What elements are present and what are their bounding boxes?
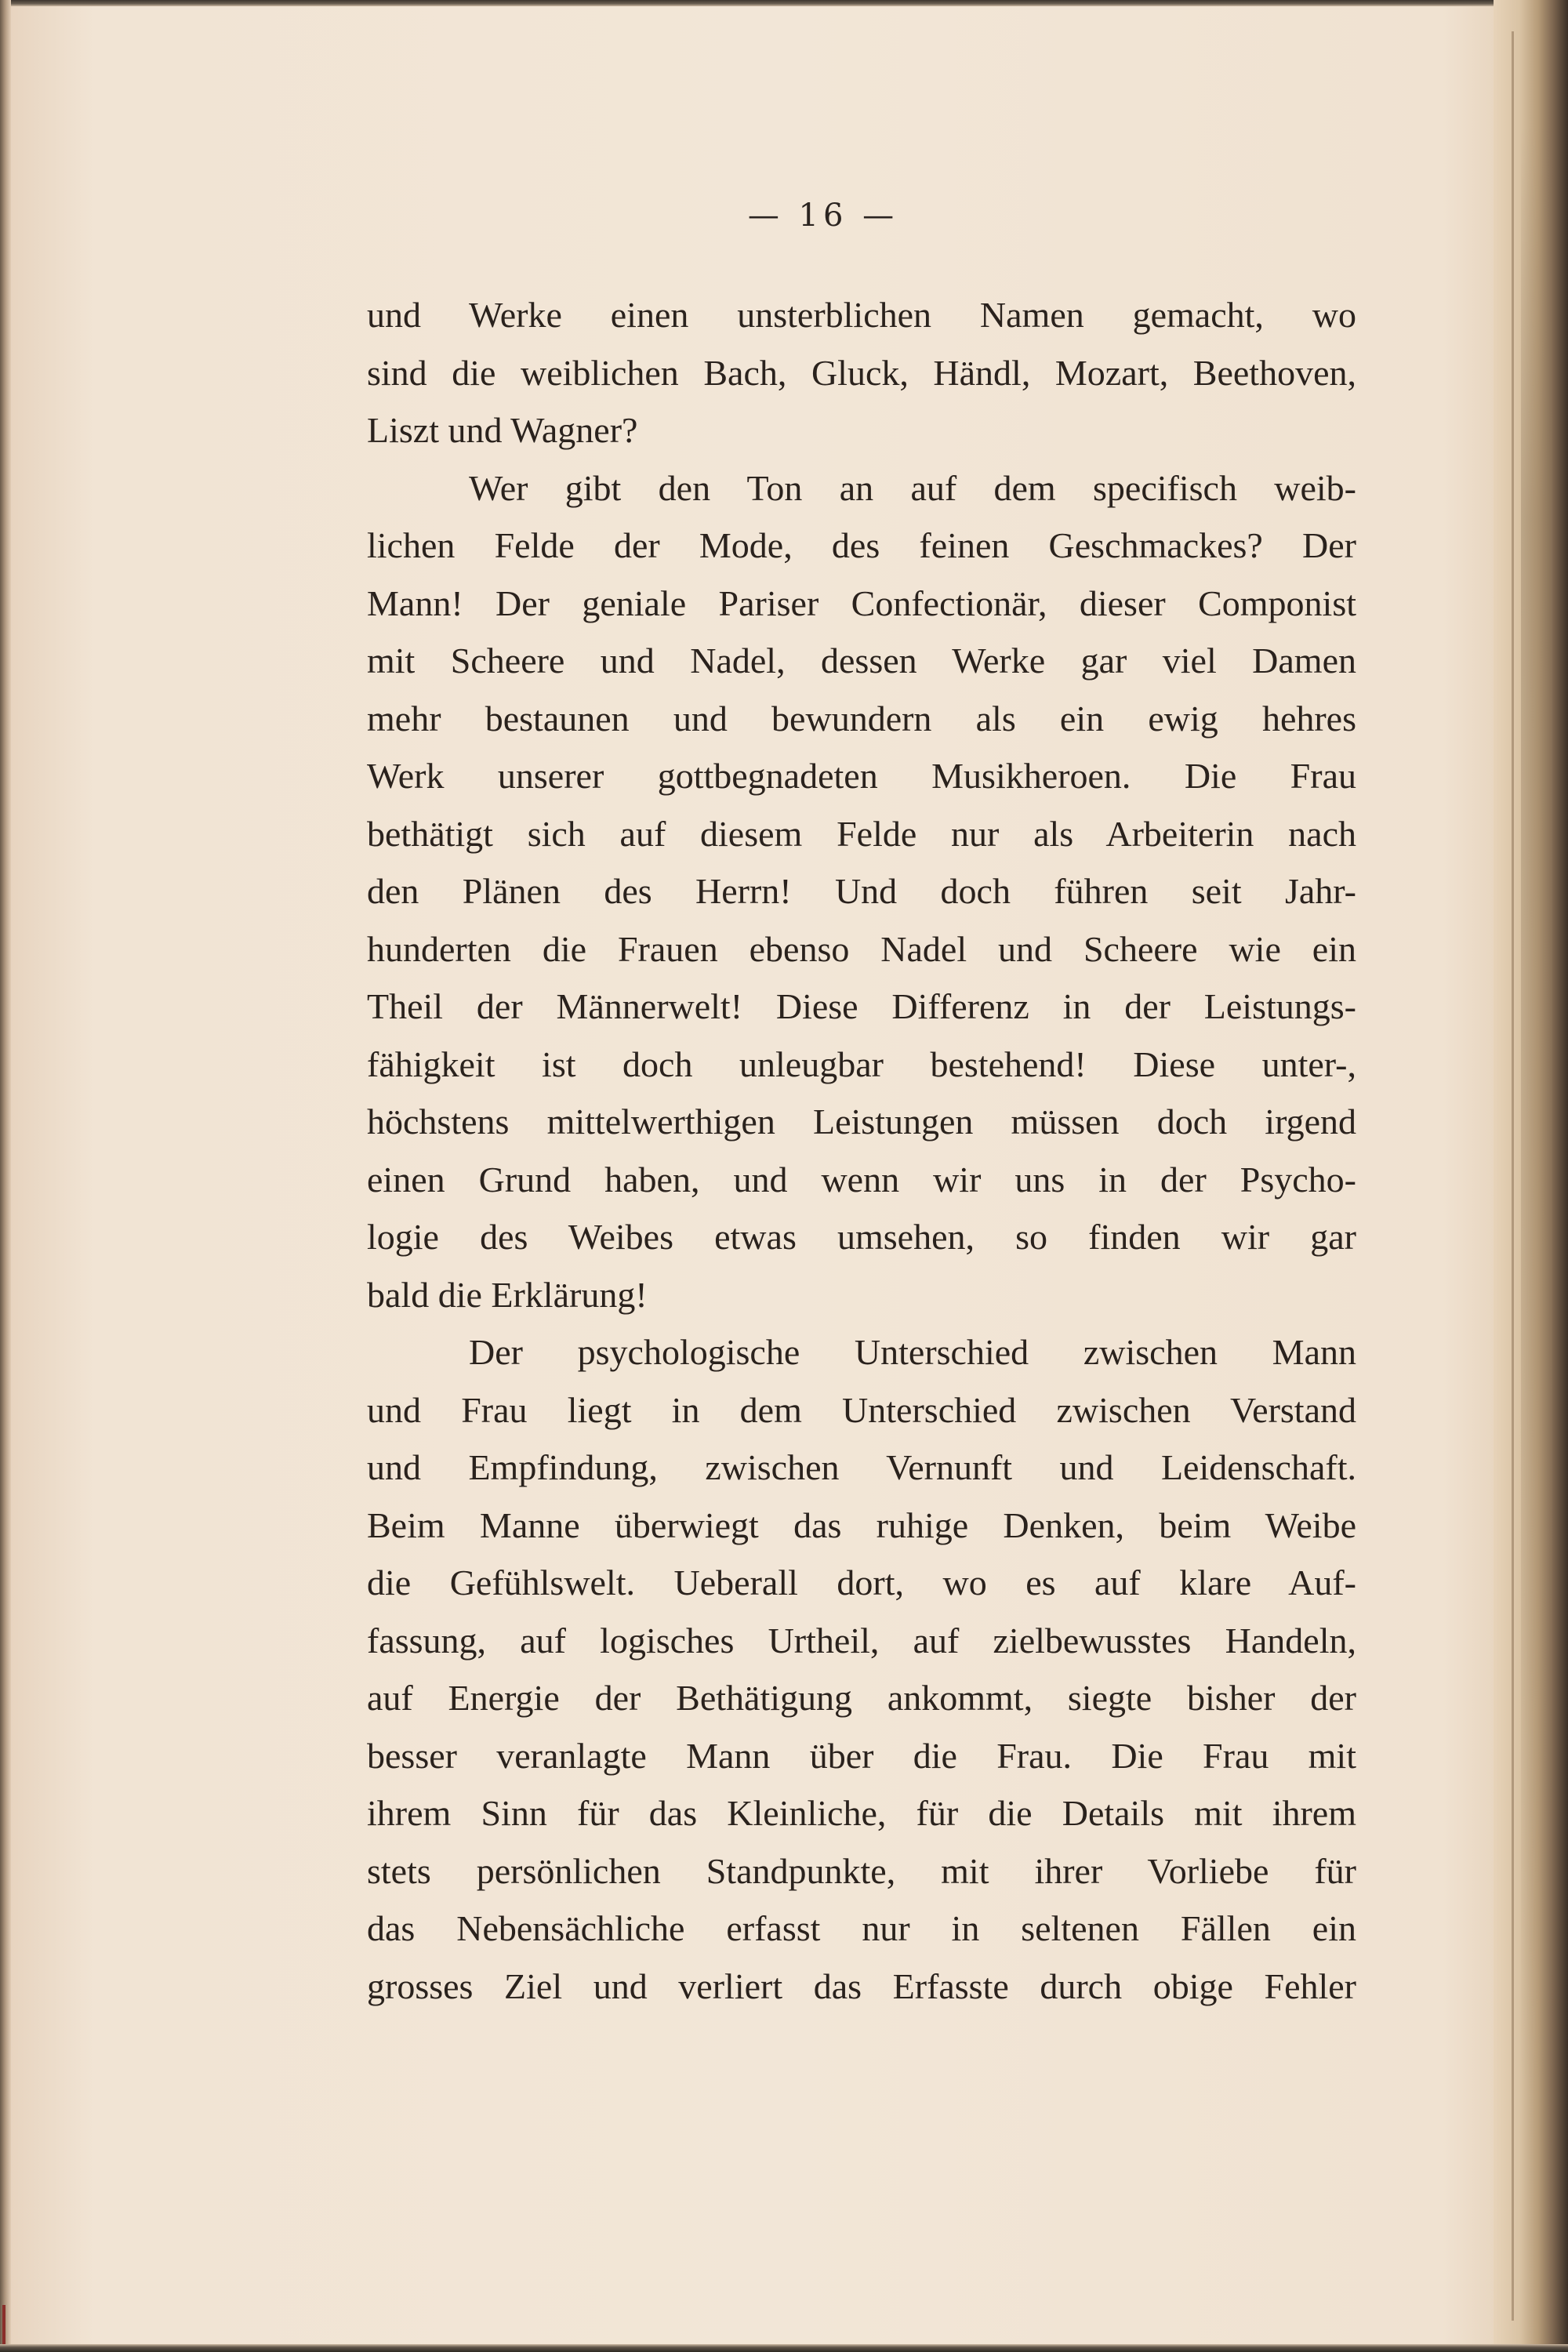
page-top-edge [0,0,1568,6]
text-line: besser veranlagte Mann über die Frau. Die Frau mit [367,1735,1356,1776]
text-line: Werk unserer gottbegnadeten Musikheroen. Die Frau [367,756,1356,796]
body-text [367,286,1356,2015]
text-line: Wer gibt den Ton an auf dem specifisch weib- [469,467,1356,508]
text-line: ihrem Sinn für das Kleinliche, für die Details mit ihrem [367,1793,1356,1833]
text-line: Liszt und Wagner? [367,410,638,450]
text-line: und Werke einen unsterblichen Namen gemacht, wo [367,295,1356,335]
text-line: bethätigt sich auf diesem Felde nur als Arbeiterin nach [367,813,1356,854]
text-line: lichen Felde der Mode, des feinen Geschmackes? Der [367,525,1356,565]
page-left-edge [0,0,11,2352]
text-line: Der psychologische Unterschied zwischen Mann [469,1332,1356,1372]
text-line: höchstens mittelwerthigen Leistungen müssen doch irgend [367,1102,1356,1142]
text-line: die Gefühlswelt. Ueberall dort, wo es auf klare Auf- [367,1563,1356,1602]
page-stain [1521,125,1552,2085]
text-line: Beim Manne überwiegt das ruhige Denken, beim Weibe [367,1504,1356,1545]
text-line: hunderten die Frauen ebenso Nadel und Scheere wie ein [367,928,1356,969]
page-number: — 16 — [747,198,899,234]
text-line: fähigkeit ist doch unleugbar bestehend! Diese unter-, [367,1044,1356,1084]
text-line: sind die weiblichen Bach, Gluck, Händl, Mozart, Beethoven, [367,352,1356,393]
text-line: bald die Erklärung! [367,1274,648,1315]
text-line: Theil der Männerwelt! Diese Differenz in der Leistungs- [367,986,1356,1026]
text-line: auf Energie der Bethätigung ankommt, siegte bisher der [367,1678,1356,1718]
text-line: mehr bestaunen und bewundern als ein ewig hehres [367,698,1356,739]
text-line: stets persönlichen Standpunkte, mit ihrer Vorliebe für [367,1850,1356,1891]
text-line: Mann! Der geniale Pariser Confectionär, dieser Componist [367,583,1356,623]
text-line: den Plänen des Herrn! Und doch führen seit Jahr- [367,871,1356,911]
page-bottom-edge [0,2344,1568,2352]
text-line: logie des Weibes etwas umsehen, so finden wir gar [367,1217,1356,1257]
text-line: einen Grund haben, und wenn wir uns in der Psycho- [367,1159,1356,1200]
page-fold-line [1512,31,1514,2321]
text-line: mit Scheere und Nadel, dessen Werke gar viel Damen [367,641,1356,681]
text-line: fassung, auf logisches Urtheil, auf zielbewusstes Handeln, [367,1620,1356,1661]
text-line: und Empfindung, zwischen Vernunft und Leidenschaft. [367,1447,1356,1487]
text-line: und Frau liegt in dem Unterschied zwischen Verstand [367,1389,1356,1430]
text-line: grosses Ziel und verliert das Erfasste durch obige Fehler [367,1965,1356,2006]
text-line: das Nebensächliche erfasst nur in seltenen Fällen ein [367,1908,1356,1948]
